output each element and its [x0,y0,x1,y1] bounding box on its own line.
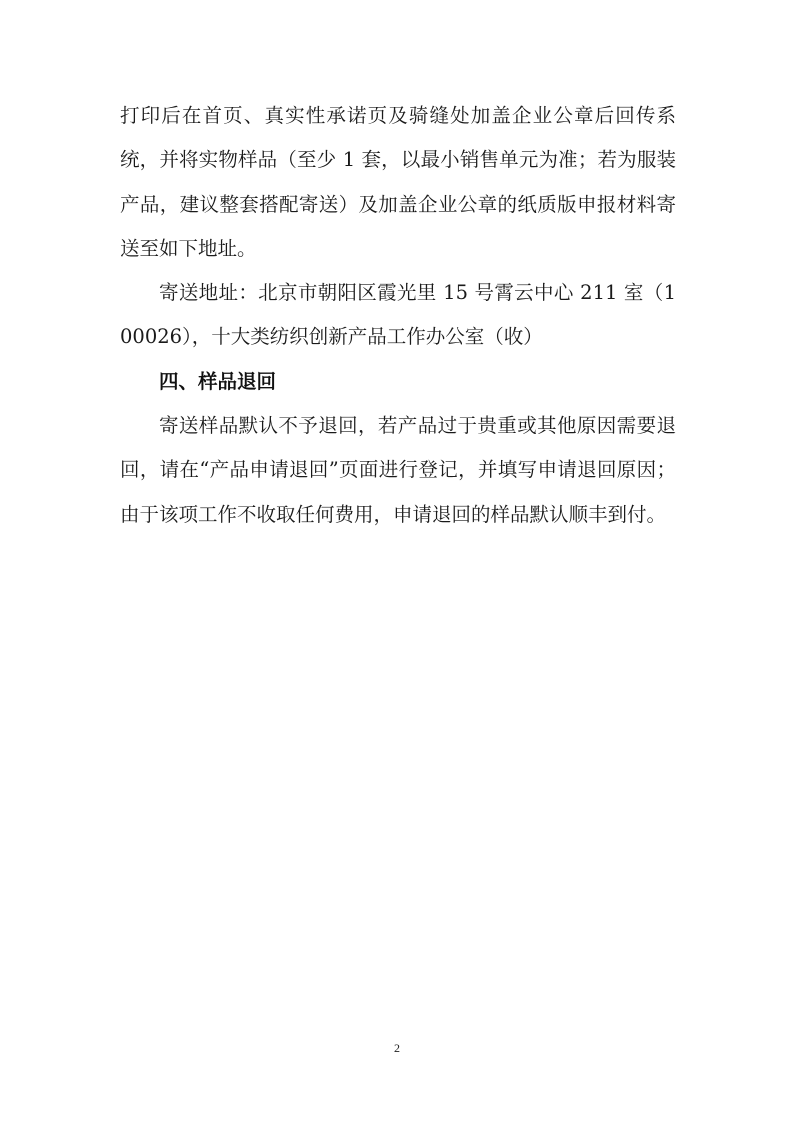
document-body [120,94,676,537]
section-heading-sample-return: 四、样品退回 [159,369,277,393]
paragraph-sample-return-policy: 寄送样品默认不予退回，若产品过于贵重或其他原因需要退回，请在“产品申请退回”页面进行登记，并填写申请退回原因；由于该项工作不收取任何费用，申请退回的样品默认顺丰到付。 [120,414,676,526]
paragraph-mailing-address: 寄送地址：北京市朝阳区霞光里 15 号霄云中心 211 室（100026），十大类纺织创新产品工作办公室（收） [120,281,676,349]
page-number: 2 [394,1041,400,1055]
paragraph-return-and-mail: 打印后在首页、真实性承诺页及骑缝处加盖企业公章后回传系统，并将实物样品（至少 1 套，以最小销售单元为准；若为服装产品，建议整套搭配寄送）及加盖企业公章的纸质版申报材料寄送至如下地址。 [120,104,676,260]
